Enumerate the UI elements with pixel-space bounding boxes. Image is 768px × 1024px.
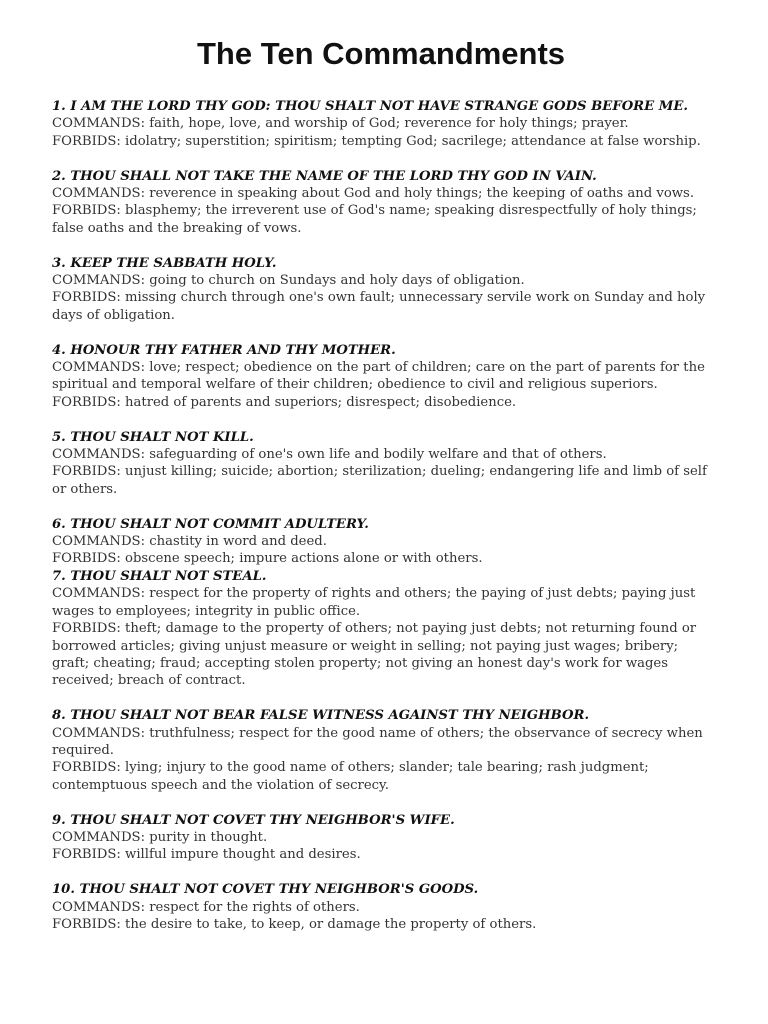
commandment-heading: 1. I AM THE LORD THY GOD: THOU SHALT NOT HAVE STRANGE GODS BEFORE ME.: [52, 99, 689, 114]
forbids-text: FORBIDS: hatred of parents and superiors; disrespect; disobedience.: [52, 394, 517, 410]
page-title: The Ten Commandments: [196, 36, 566, 71]
commands-text: COMMANDS: chastity in word and deed.: [52, 534, 327, 550]
commands-text: COMMANDS: safeguarding of one's own life and bodily welfare and that of others.: [52, 447, 607, 463]
commandment-10: [52, 881, 716, 933]
commands-text: COMMANDS: faith, hope, love, and worship of God; reverence for holy things; prayer.: [52, 116, 629, 132]
commands-text: COMMANDS: respect for the rights of others.: [52, 899, 360, 915]
commandment-heading: 5. THOU SHALT NOT KILL.: [52, 429, 254, 445]
commandment-heading: 6. THOU SHALT NOT COMMIT ADULTERY.: [52, 516, 369, 532]
commands-text: COMMANDS: reverence in speaking about God and holy things; the keeping of oaths and vows.: [52, 186, 695, 202]
commandments-list: [52, 98, 716, 951]
commands-text: COMMANDS: going to church on Sundays and holy days of obligation.: [52, 273, 525, 289]
commandment-heading: 4. HONOUR THY FATHER AND THY MOTHER.: [52, 342, 396, 358]
commandment-1: [52, 98, 716, 150]
commandment-8: [52, 707, 716, 794]
forbids-text: FORBIDS: blasphemy; the irreverent use of God's name; speaking disrespectfully of holy things; false oaths and the breaking of vows.: [52, 203, 697, 236]
commands-text: COMMANDS: respect for the property of rights and others; the paying of just debts; paying just wages to employees; integrity in public office.: [52, 586, 696, 619]
commandment-heading: 10. THOU SHALT NOT COVET THY NEIGHBOR'S GOODS.: [52, 882, 479, 898]
commands-text: COMMANDS: purity in thought.: [52, 829, 268, 845]
forbids-text: FORBIDS: unjust killing; suicide; abortion; sterilization; dueling; endangering life and limb of self or others.: [52, 464, 707, 497]
commandment-5: [52, 429, 716, 499]
forbids-text: FORBIDS: willful impure thought and desires.: [52, 847, 361, 863]
forbids-text: FORBIDS: theft; damage to the property of others; not paying just debts; not returning found or borrowed articles; giving unjust measure or weight in selling; not paying just wages; bribery; graft; cheating; fraud; accepting stolen property; not giving an honest day's work for wages received; breach of contract.: [52, 621, 697, 689]
commandment-7: [52, 568, 716, 690]
forbids-text: FORBIDS: idolatry; superstition; spiritism; tempting God; sacrilege; attendance at false worship.: [52, 133, 701, 149]
commandment-9: [52, 812, 716, 864]
commandment-heading: 7. THOU SHALT NOT STEAL.: [52, 568, 267, 584]
commandment-heading: 3. KEEP THE SABBATH HOLY.: [52, 255, 277, 271]
commandment-heading: 9. THOU SHALT NOT COVET THY NEIGHBOR'S WIFE.: [52, 812, 455, 828]
commandment-2: [52, 168, 716, 238]
commandment-4: [52, 342, 716, 412]
commandment-heading: 2. THOU SHALL NOT TAKE THE NAME OF THE LORD THY GOD IN VAIN.: [52, 168, 597, 184]
commands-text: COMMANDS: truthfulness; respect for the good name of others; the observance of secrecy when required.: [52, 725, 703, 758]
commandment-6: [52, 516, 716, 568]
forbids-text: FORBIDS: lying; injury to the good name of others; slander; tale bearing; rash judgment; contemptuous speech and the violation of secrecy.: [52, 760, 649, 793]
forbids-text: FORBIDS: the desire to take, to keep, or damage the property of others.: [52, 916, 537, 932]
commandment-heading: 8. THOU SHALT NOT BEAR FALSE WITNESS AGAINST THY NEIGHBOR.: [52, 708, 590, 724]
forbids-text: FORBIDS: missing church through one's own fault; unnecessary servile work on Sunday and holy days of obligation.: [52, 290, 706, 323]
commands-text: COMMANDS: love; respect; obedience on the part of children; care on the part of parents for the spiritual and temporal welfare of their children; obedience to civil and religious superiors.: [52, 360, 705, 393]
commandment-3: [52, 255, 716, 325]
forbids-text: FORBIDS: obscene speech; impure actions alone or with others.: [52, 551, 483, 567]
